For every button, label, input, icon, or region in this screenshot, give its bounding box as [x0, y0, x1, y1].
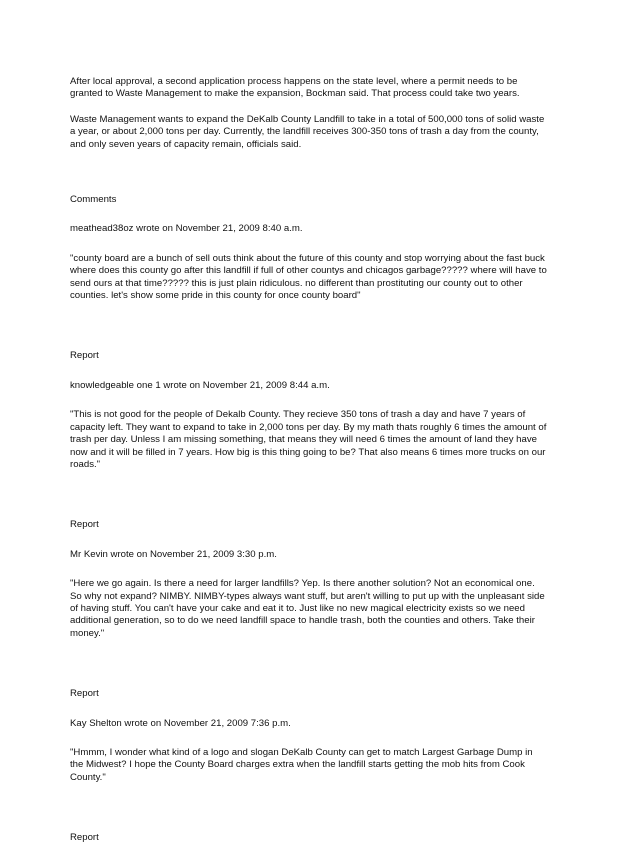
report-link[interactable]: Report: [70, 350, 99, 362]
comment: [70, 223, 548, 362]
comments-heading: Comments: [70, 194, 117, 206]
report-link[interactable]: Report: [70, 688, 99, 700]
report-link[interactable]: Report: [70, 832, 99, 844]
document-page: [70, 76, 548, 862]
article-paragraph: After local approval, a second application process happens on the state level, where a permit needs to be granted to Waste Management to make the expansion, Bockman said. That process could take two years.: [70, 76, 520, 100]
article-paragraph: Waste Management wants to expand the DeKalb County Landfill to take in a total of 500,000 tons of solid waste a year, or about 2,000 tons per day. Currently, the landfill receives 300-350 tons of trash a day from the county, and only seven years of capacity remain, officials said.: [70, 113, 545, 150]
comment-body: "county board are a bunch of sell outs think about the future of this county and stop worrying about the fast buck where does this county go after this landfill if full of other countys and chicagos garbage????? where will have to send ours at that time????? this is just plain ridiculous. no different than prostituting our county out to other counties. let's show some pride in this county for once county board": [70, 252, 547, 302]
comment-byline: Mr Kevin wrote on November 21, 2009 3:30 p.m.: [70, 548, 277, 560]
comment-body: "Hmmm, I wonder what kind of a logo and slogan DeKalb County can get to match Largest Garbage Dump in the Midwest? I hope the County Board charges extra when the landfill starts getting the mob hits from Cook County.": [70, 746, 533, 783]
comment-byline: knowledgeable one 1 wrote on November 21, 2009 8:44 a.m.: [70, 379, 330, 391]
report-link[interactable]: Report: [70, 519, 99, 531]
comment: [70, 718, 548, 845]
comment-byline: meathead38oz wrote on November 21, 2009 8:40 a.m.: [70, 223, 303, 235]
comment: [70, 549, 548, 701]
comment: [70, 380, 548, 532]
comment-byline: Kay Shelton wrote on November 21, 2009 7:36 p.m.: [70, 717, 291, 729]
comment-body: "Here we go again. Is there a need for larger landfills? Yep. Is there another solution? Not an economical one. So why not expand? NIMBY. NIMBY-types always want stuff, but aren't willing to put up with the unpleasant side of having stuff. You can't have your cake and eat it to. Just like no new magical electricity exists so we need additional generation, so to do we need landfill space to handle trash, both the counties and others. Take their money.": [70, 578, 545, 639]
comment-body: "This is not good for the people of Dekalb County. They recieve 350 tons of trash a day and have 7 years of capacity left. They want to expand to take in 2,000 tons per day. By my math thats roughly 6 times the amount of trash per day. Unless I am missing something, that means they will need 6 times the amount of land they have now and it will be filled in 7 years. How big is this thing going to be? That also means 6 times more trucks on our roads.": [70, 409, 547, 470]
